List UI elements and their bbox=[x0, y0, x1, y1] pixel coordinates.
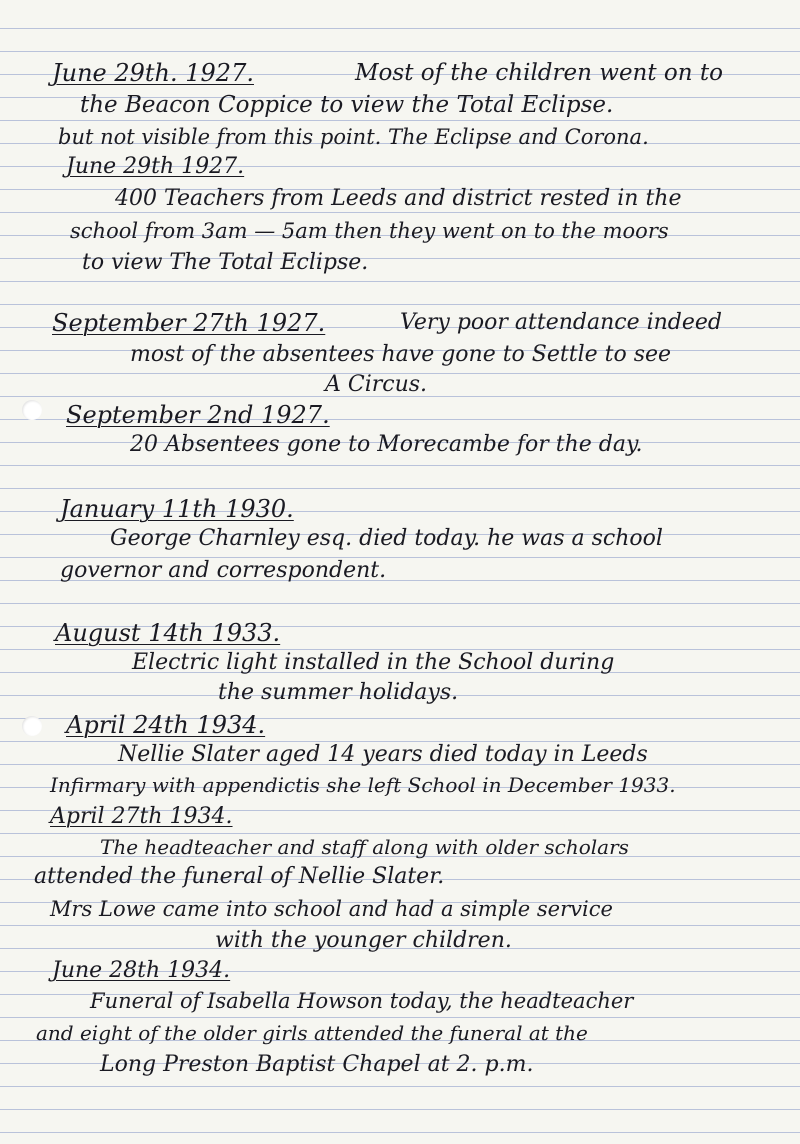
entry-line: the Beacon Coppice to view the Total Eclipse. bbox=[80, 92, 614, 118]
entry-date: September 27th 1927. bbox=[52, 309, 326, 337]
entry-date: September 2nd 1927. bbox=[66, 401, 330, 429]
entry-line: Electric light installed in the School during bbox=[132, 650, 615, 675]
entry-line: Nellie Slater aged 14 years died today in Leeds bbox=[118, 742, 648, 767]
entry-line: to view The Total Eclipse. bbox=[82, 250, 369, 275]
entry-date: January 11th 1930. bbox=[60, 495, 294, 523]
entry-line: Infirmary with appendictis she left School in December 1933. bbox=[50, 773, 676, 797]
entry-line: Funeral of Isabella Howson today, the headteacher bbox=[90, 989, 634, 1013]
entry-line: Most of the children went on to bbox=[355, 60, 723, 86]
entry-line: 400 Teachers from Leeds and district rested in the bbox=[115, 186, 682, 211]
entry-date: August 14th 1933. bbox=[55, 619, 281, 647]
entry-date: June 29th 1927. bbox=[66, 154, 245, 179]
entry-line: and eight of the older girls attended the funeral at the bbox=[36, 1021, 588, 1045]
entry-line: Long Preston Baptist Chapel at 2. p.m. bbox=[100, 1052, 534, 1077]
entry-line: George Charnley esq. died today. he was a school bbox=[110, 526, 663, 551]
entry-date: April 27th 1934. bbox=[50, 804, 233, 829]
entry-date: June 28th 1934. bbox=[52, 958, 231, 983]
entry-line: with the younger children. bbox=[215, 928, 512, 953]
entry-line: Very poor attendance indeed bbox=[400, 310, 723, 335]
entry-line: attended the funeral of Nellie Slater. bbox=[34, 864, 445, 889]
entry-line: governor and correspondent. bbox=[60, 558, 387, 583]
entry-line: The headteacher and staff along with older scholars bbox=[100, 835, 629, 859]
entry-date: June 29th. 1927. bbox=[52, 59, 254, 87]
entry-line: A Circus. bbox=[325, 372, 428, 397]
entry-line: but not visible from this point. The Eclipse and Corona. bbox=[58, 125, 649, 149]
punch-hole-upper bbox=[22, 400, 42, 420]
entry-line: the summer holidays. bbox=[218, 680, 459, 705]
entry-line: 20 Absentees gone to Morecambe for the day. bbox=[130, 432, 643, 457]
entry-date: April 24th 1934. bbox=[66, 711, 266, 739]
punch-hole-lower bbox=[22, 716, 42, 736]
entry-line: school from 3am — 5am then they went on to the moors bbox=[70, 219, 669, 243]
entry-line: most of the absentees have gone to Settle to see bbox=[130, 342, 672, 367]
entry-line: Mrs Lowe came into school and had a simple service bbox=[50, 897, 613, 921]
